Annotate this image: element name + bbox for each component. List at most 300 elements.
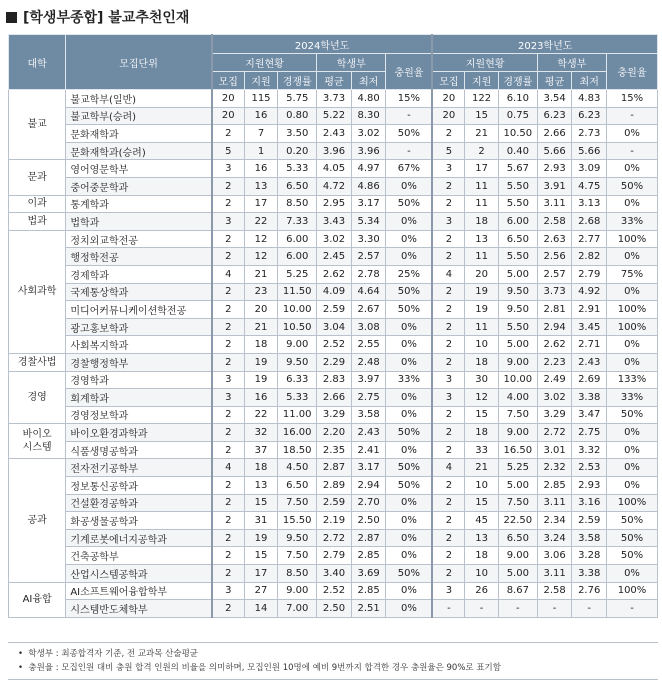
footnote-item: • 학생부 : 최종합격자 기준, 전 교과목 산술평균 — [18, 649, 198, 659]
header-univ: 대학 — [9, 35, 66, 90]
dept-cell: 전자전기공학부 — [66, 459, 212, 477]
fill-rate-2023-cell: 100% — [607, 318, 658, 336]
avg-2023-cell: 3.11 — [537, 195, 572, 213]
min-2024-cell: 2.48 — [351, 353, 386, 371]
min-2024-cell: 3.17 — [351, 459, 386, 477]
recruit-2023-cell: 2 — [432, 547, 464, 565]
ratio-2023-cell: 5.50 — [498, 177, 537, 195]
avg-2024-cell: 2.52 — [317, 582, 352, 600]
recruit-2023-cell: 2 — [432, 318, 464, 336]
apply-2023-cell: 18 — [465, 547, 499, 565]
avg-2024-cell: 2.62 — [317, 265, 352, 283]
ratio-2024-cell: 11.50 — [278, 283, 317, 301]
ratio-2024-cell: 9.00 — [278, 336, 317, 354]
avg-2023-cell: 5.66 — [537, 142, 572, 160]
recruit-2024-cell: 2 — [212, 125, 244, 143]
avg-2023-cell: 3.24 — [537, 529, 572, 547]
recruit-2024-cell: 3 — [212, 371, 244, 389]
dept-cell: 사회복지학과 — [66, 336, 212, 354]
avg-2023-cell: 2.66 — [537, 125, 572, 143]
recruit-2023-cell: 20 — [432, 107, 464, 125]
recruit-2024-cell: 2 — [212, 547, 244, 565]
fill-rate-2023-cell: 0% — [607, 283, 658, 301]
avg-2023-cell: 3.73 — [537, 283, 572, 301]
fill-rate-2023-cell: 50% — [607, 177, 658, 195]
fill-rate-2023-cell: 50% — [607, 406, 658, 424]
fill-rate-2023-cell: - — [607, 142, 658, 160]
ratio-2023-cell: 5.67 — [498, 160, 537, 178]
ratio-2023-cell: 9.50 — [498, 283, 537, 301]
recruit-2023-cell: 2 — [432, 301, 464, 319]
ratio-2023-cell: 5.50 — [498, 248, 537, 266]
fill-rate-2024-cell: 0% — [386, 547, 433, 565]
recruit-2023-cell: - — [432, 600, 464, 618]
ratio-2024-cell: 9.00 — [278, 582, 317, 600]
footnote-gpa: 학생부 : 최종합격자 기준, 전 교과목 산술평균 — [28, 649, 198, 659]
min-2024-cell: 3.58 — [351, 406, 386, 424]
recruit-2024-cell: 2 — [212, 230, 244, 248]
admission-results-table — [8, 34, 658, 618]
avg-2024-cell: 3.04 — [317, 318, 352, 336]
min-2024-cell: 8.30 — [351, 107, 386, 125]
univ-cell: 이과 — [9, 195, 66, 213]
apply-2023-cell: 45 — [465, 512, 499, 530]
dept-cell: 문화재학과(승려) — [66, 142, 212, 160]
dept-cell: 국제통상학과 — [66, 283, 212, 301]
avg-2023-cell: 3.06 — [537, 547, 572, 565]
dept-cell: 산업시스템공학과 — [66, 565, 212, 583]
ratio-2023-cell: 5.00 — [498, 477, 537, 495]
fill-rate-2024-cell: 50% — [386, 283, 433, 301]
dept-cell: 문화재학과 — [66, 125, 212, 143]
apply-2023-cell: - — [465, 600, 499, 618]
fill-rate-2024-cell: 0% — [386, 582, 433, 600]
apply-2024-cell: 1 — [244, 142, 278, 160]
fill-rate-2024-cell: 25% — [386, 265, 433, 283]
fill-rate-2023-cell: 33% — [607, 213, 658, 231]
fill-rate-2024-cell: - — [386, 142, 433, 160]
fill-rate-2023-cell: 33% — [607, 389, 658, 407]
avg-2024-cell: 2.45 — [317, 248, 352, 266]
min-2024-cell: 2.67 — [351, 301, 386, 319]
footnote-fill-rate: 충원율 : 모집인원 대비 충원 합격 인원의 비율을 의미하며, 모집인원 10명에 예비 9번까지 합격한 경우 충원율은 90%로 표기함 — [28, 663, 501, 673]
avg-2024-cell: 2.72 — [317, 529, 352, 547]
ratio-2024-cell: 6.00 — [278, 230, 317, 248]
recruit-2023-cell: 5 — [432, 142, 464, 160]
avg-2023-cell: 2.93 — [537, 160, 572, 178]
ratio-2023-cell: 6.00 — [498, 213, 537, 231]
min-2023-cell: 2.77 — [572, 230, 607, 248]
avg-2023-cell: 2.63 — [537, 230, 572, 248]
apply-2023-cell: 19 — [465, 301, 499, 319]
square-bullet-icon — [6, 12, 17, 23]
fill-rate-2024-cell: 50% — [386, 195, 433, 213]
apply-2024-cell: 17 — [244, 195, 278, 213]
apply-2023-cell: 18 — [465, 424, 499, 442]
min-2024-cell: 3.30 — [351, 230, 386, 248]
header-avg-2023: 평균 — [537, 72, 572, 90]
recruit-2023-cell: 3 — [432, 389, 464, 407]
avg-2024-cell: 3.73 — [317, 90, 352, 108]
recruit-2024-cell: 2 — [212, 336, 244, 354]
dept-cell: 식품생명공학과 — [66, 441, 212, 459]
avg-2023-cell: 2.94 — [537, 318, 572, 336]
apply-2023-cell: 122 — [465, 90, 499, 108]
min-2023-cell: 3.58 — [572, 529, 607, 547]
apply-2024-cell: 17 — [244, 565, 278, 583]
apply-2024-cell: 16 — [244, 389, 278, 407]
dept-cell: 행정학전공 — [66, 248, 212, 266]
avg-2023-cell: 3.11 — [537, 565, 572, 583]
min-2024-cell: 2.70 — [351, 494, 386, 512]
fill-rate-2024-cell: 0% — [386, 177, 433, 195]
recruit-2024-cell: 2 — [212, 441, 244, 459]
apply-2024-cell: 22 — [244, 406, 278, 424]
dept-cell: 광고홍보학과 — [66, 318, 212, 336]
ratio-2023-cell: 0.40 — [498, 142, 537, 160]
avg-2024-cell: 2.89 — [317, 477, 352, 495]
apply-2024-cell: 32 — [244, 424, 278, 442]
table-row — [9, 547, 658, 565]
table-row — [9, 353, 658, 371]
univ-cell: AI융합 — [9, 582, 66, 617]
min-2024-cell: 2.94 — [351, 477, 386, 495]
fill-rate-2024-cell: 0% — [386, 248, 433, 266]
fill-rate-2024-cell: 50% — [386, 459, 433, 477]
apply-2023-cell: 21 — [465, 125, 499, 143]
ratio-2023-cell: 10.00 — [498, 371, 537, 389]
apply-2023-cell: 15 — [465, 406, 499, 424]
fill-rate-2023-cell: 0% — [607, 248, 658, 266]
avg-2023-cell: 3.01 — [537, 441, 572, 459]
min-2023-cell: 2.68 — [572, 213, 607, 231]
ratio-2023-cell: 9.00 — [498, 424, 537, 442]
ratio-2024-cell: 5.75 — [278, 90, 317, 108]
fill-rate-2023-cell: 100% — [607, 494, 658, 512]
ratio-2024-cell: 8.50 — [278, 565, 317, 583]
apply-2024-cell: 21 — [244, 318, 278, 336]
apply-2024-cell: 19 — [244, 371, 278, 389]
min-2023-cell: 2.43 — [572, 353, 607, 371]
min-2024-cell: 3.97 — [351, 371, 386, 389]
ratio-2024-cell: 0.20 — [278, 142, 317, 160]
recruit-2024-cell: 2 — [212, 406, 244, 424]
avg-2023-cell: 3.29 — [537, 406, 572, 424]
table-row — [9, 230, 658, 248]
table-row — [9, 565, 658, 583]
ratio-2024-cell: 6.50 — [278, 177, 317, 195]
table-row — [9, 177, 658, 195]
table-row — [9, 371, 658, 389]
ratio-2023-cell: 7.50 — [498, 494, 537, 512]
apply-2023-cell: 20 — [465, 265, 499, 283]
apply-2024-cell: 15 — [244, 547, 278, 565]
apply-2023-cell: 15 — [465, 494, 499, 512]
ratio-2023-cell: 5.00 — [498, 336, 537, 354]
avg-2024-cell: 3.02 — [317, 230, 352, 248]
apply-2024-cell: 19 — [244, 353, 278, 371]
fill-rate-2023-cell: 0% — [607, 336, 658, 354]
recruit-2024-cell: 2 — [212, 494, 244, 512]
avg-2023-cell: 2.34 — [537, 512, 572, 530]
fill-rate-2023-cell: 0% — [607, 459, 658, 477]
avg-2024-cell: 2.50 — [317, 600, 352, 618]
recruit-2024-cell: 20 — [212, 90, 244, 108]
recruit-2024-cell: 3 — [212, 582, 244, 600]
min-2023-cell: 2.71 — [572, 336, 607, 354]
avg-2024-cell: 2.52 — [317, 336, 352, 354]
ratio-2023-cell: 5.00 — [498, 265, 537, 283]
fill-rate-2024-cell: 0% — [386, 494, 433, 512]
min-2023-cell: 5.66 — [572, 142, 607, 160]
recruit-2023-cell: 2 — [432, 248, 464, 266]
apply-2024-cell: 115 — [244, 90, 278, 108]
ratio-2024-cell: 16.00 — [278, 424, 317, 442]
table-row — [9, 283, 658, 301]
univ-cell: 사회과학 — [9, 230, 66, 353]
fill-rate-2023-cell: 100% — [607, 582, 658, 600]
recruit-2024-cell: 2 — [212, 177, 244, 195]
dept-cell: 시스템반도체학부 — [66, 600, 212, 618]
ratio-2024-cell: 9.50 — [278, 529, 317, 547]
ratio-2024-cell: 6.50 — [278, 477, 317, 495]
recruit-2023-cell: 3 — [432, 371, 464, 389]
fill-rate-2023-cell: 0% — [607, 160, 658, 178]
apply-2024-cell: 37 — [244, 441, 278, 459]
recruit-2024-cell: 2 — [212, 195, 244, 213]
apply-2024-cell: 13 — [244, 177, 278, 195]
recruit-2024-cell: 2 — [212, 318, 244, 336]
recruit-2023-cell: 4 — [432, 265, 464, 283]
recruit-2024-cell: 4 — [212, 265, 244, 283]
fill-rate-2023-cell: - — [607, 600, 658, 618]
min-2023-cell: 3.47 — [572, 406, 607, 424]
avg-2024-cell: 2.95 — [317, 195, 352, 213]
avg-2024-cell: 2.66 — [317, 389, 352, 407]
apply-2023-cell: 26 — [465, 582, 499, 600]
apply-2024-cell: 7 — [244, 125, 278, 143]
avg-2024-cell: 2.87 — [317, 459, 352, 477]
recruit-2024-cell: 2 — [212, 283, 244, 301]
fill-rate-2023-cell: 100% — [607, 230, 658, 248]
apply-2024-cell: 15 — [244, 494, 278, 512]
ratio-2023-cell: 22.50 — [498, 512, 537, 530]
fill-rate-2023-cell: 50% — [607, 529, 658, 547]
header-unit: 모집단위 — [66, 35, 212, 90]
min-2023-cell: 2.59 — [572, 512, 607, 530]
min-2024-cell: 2.55 — [351, 336, 386, 354]
recruit-2023-cell: 2 — [432, 477, 464, 495]
apply-2023-cell: 11 — [465, 248, 499, 266]
avg-2024-cell: 2.35 — [317, 441, 352, 459]
apply-2023-cell: 18 — [465, 213, 499, 231]
avg-2023-cell: 2.62 — [537, 336, 572, 354]
table-row — [9, 424, 658, 442]
table-row — [9, 90, 658, 108]
recruit-2024-cell: 2 — [212, 600, 244, 618]
fill-rate-2023-cell: 15% — [607, 90, 658, 108]
avg-2023-cell: 2.32 — [537, 459, 572, 477]
ratio-2024-cell: 10.00 — [278, 301, 317, 319]
avg-2024-cell: 2.19 — [317, 512, 352, 530]
recruit-2024-cell: 20 — [212, 107, 244, 125]
apply-2024-cell: 12 — [244, 248, 278, 266]
header-gpa-2023: 학생부 — [537, 54, 606, 72]
fill-rate-2024-cell: 0% — [386, 389, 433, 407]
ratio-2024-cell: 7.00 — [278, 600, 317, 618]
fill-rate-2024-cell: 0% — [386, 318, 433, 336]
avg-2023-cell: 2.23 — [537, 353, 572, 371]
fill-rate-2023-cell: 0% — [607, 353, 658, 371]
table-row — [9, 477, 658, 495]
avg-2024-cell: 2.20 — [317, 424, 352, 442]
min-2024-cell: 3.02 — [351, 125, 386, 143]
min-2023-cell: 4.75 — [572, 177, 607, 195]
fill-rate-2024-cell: 0% — [386, 353, 433, 371]
ratio-2023-cell: 4.00 — [498, 389, 537, 407]
recruit-2024-cell: 3 — [212, 160, 244, 178]
fill-rate-2023-cell: 0% — [607, 125, 658, 143]
min-2023-cell: 3.32 — [572, 441, 607, 459]
fill-rate-2024-cell: 0% — [386, 600, 433, 618]
min-2023-cell: 2.76 — [572, 582, 607, 600]
avg-2024-cell: 3.96 — [317, 142, 352, 160]
recruit-2024-cell: 2 — [212, 477, 244, 495]
apply-2024-cell: 18 — [244, 459, 278, 477]
dept-cell: 불교학부(승려) — [66, 107, 212, 125]
table-row — [9, 318, 658, 336]
header-fill-rate-2023: 충원율 — [607, 54, 658, 90]
univ-cell: 문과 — [9, 160, 66, 195]
dept-cell: 정치외교학전공 — [66, 230, 212, 248]
min-2024-cell: 2.57 — [351, 248, 386, 266]
fill-rate-2024-cell: 0% — [386, 230, 433, 248]
table-row — [9, 213, 658, 231]
min-2024-cell: 4.64 — [351, 283, 386, 301]
dept-cell: 영어영문학부 — [66, 160, 212, 178]
ratio-2023-cell: 7.50 — [498, 406, 537, 424]
apply-2023-cell: 13 — [465, 529, 499, 547]
min-2023-cell: 4.83 — [572, 90, 607, 108]
fill-rate-2024-cell: 67% — [386, 160, 433, 178]
apply-2024-cell: 18 — [244, 336, 278, 354]
dept-cell: 법학과 — [66, 213, 212, 231]
avg-2023-cell: 2.81 — [537, 301, 572, 319]
fill-rate-2024-cell: 0% — [386, 512, 433, 530]
dept-cell: 경영정보학과 — [66, 406, 212, 424]
fill-rate-2024-cell: 50% — [386, 125, 433, 143]
min-2024-cell: 2.50 — [351, 512, 386, 530]
min-2024-cell: 4.80 — [351, 90, 386, 108]
fill-rate-2023-cell: 133% — [607, 371, 658, 389]
ratio-2023-cell: 9.00 — [498, 353, 537, 371]
table-row — [9, 107, 658, 125]
recruit-2023-cell: 2 — [432, 195, 464, 213]
table-row — [9, 336, 658, 354]
avg-2024-cell: 3.29 — [317, 406, 352, 424]
ratio-2024-cell: 9.50 — [278, 353, 317, 371]
header-applicant-2023: 지원현황 — [432, 54, 537, 72]
header-recruit-2023: 모집 — [432, 72, 464, 90]
dept-cell: 미디어커뮤니케이션학전공 — [66, 301, 212, 319]
dept-cell: AI소프트웨어융합학부 — [66, 582, 212, 600]
min-2024-cell: 5.34 — [351, 213, 386, 231]
apply-2024-cell: 22 — [244, 213, 278, 231]
min-2024-cell: 3.08 — [351, 318, 386, 336]
min-2024-cell: 2.43 — [351, 424, 386, 442]
recruit-2024-cell: 2 — [212, 424, 244, 442]
apply-2023-cell: 10 — [465, 565, 499, 583]
apply-2024-cell: 13 — [244, 477, 278, 495]
table-row — [9, 142, 658, 160]
min-2023-cell: 6.23 — [572, 107, 607, 125]
table-row — [9, 248, 658, 266]
recruit-2023-cell: 3 — [432, 160, 464, 178]
ratio-2024-cell: 6.33 — [278, 371, 317, 389]
recruit-2023-cell: 2 — [432, 125, 464, 143]
fill-rate-2024-cell: 0% — [386, 336, 433, 354]
avg-2023-cell: 3.02 — [537, 389, 572, 407]
fill-rate-2023-cell: 0% — [607, 195, 658, 213]
ratio-2024-cell: 7.33 — [278, 213, 317, 231]
avg-2024-cell: 5.22 — [317, 107, 352, 125]
fill-rate-2024-cell: 33% — [386, 371, 433, 389]
table-row — [9, 600, 658, 618]
min-2023-cell: 3.38 — [572, 389, 607, 407]
fill-rate-2024-cell: 15% — [386, 90, 433, 108]
ratio-2023-cell: 5.50 — [498, 195, 537, 213]
fill-rate-2023-cell: 0% — [607, 565, 658, 583]
recruit-2023-cell: 2 — [432, 441, 464, 459]
apply-2024-cell: 27 — [244, 582, 278, 600]
avg-2023-cell: 2.57 — [537, 265, 572, 283]
fill-rate-2023-cell: 0% — [607, 424, 658, 442]
recruit-2023-cell: 2 — [432, 565, 464, 583]
recruit-2023-cell: 3 — [432, 213, 464, 231]
dept-cell: 정보통신공학과 — [66, 477, 212, 495]
min-2024-cell: 2.87 — [351, 529, 386, 547]
dept-cell: 기계로봇에너지공학과 — [66, 529, 212, 547]
dept-cell: 건축공학부 — [66, 547, 212, 565]
min-2023-cell: 2.82 — [572, 248, 607, 266]
min-2023-cell: 3.13 — [572, 195, 607, 213]
table-row — [9, 529, 658, 547]
recruit-2023-cell: 2 — [432, 494, 464, 512]
apply-2024-cell: 20 — [244, 301, 278, 319]
ratio-2023-cell: 8.67 — [498, 582, 537, 600]
ratio-2023-cell: 5.00 — [498, 565, 537, 583]
recruit-2023-cell: 3 — [432, 582, 464, 600]
avg-2023-cell: 2.72 — [537, 424, 572, 442]
min-2024-cell: 3.69 — [351, 565, 386, 583]
apply-2023-cell: 15 — [465, 107, 499, 125]
recruit-2023-cell: 2 — [432, 424, 464, 442]
recruit-2024-cell: 4 — [212, 459, 244, 477]
dept-cell: 경찰행정학부 — [66, 353, 212, 371]
recruit-2024-cell: 2 — [212, 353, 244, 371]
min-2023-cell: 2.93 — [572, 477, 607, 495]
univ-cell: 불교 — [9, 90, 66, 160]
ratio-2024-cell: 18.50 — [278, 441, 317, 459]
fill-rate-2024-cell: 50% — [386, 477, 433, 495]
avg-2024-cell: 4.72 — [317, 177, 352, 195]
table-row — [9, 389, 658, 407]
min-2024-cell: 2.41 — [351, 441, 386, 459]
header-ratio-2023: 경쟁률 — [498, 72, 537, 90]
footnotes — [8, 642, 658, 680]
min-2023-cell: 3.38 — [572, 565, 607, 583]
table-row — [9, 512, 658, 530]
